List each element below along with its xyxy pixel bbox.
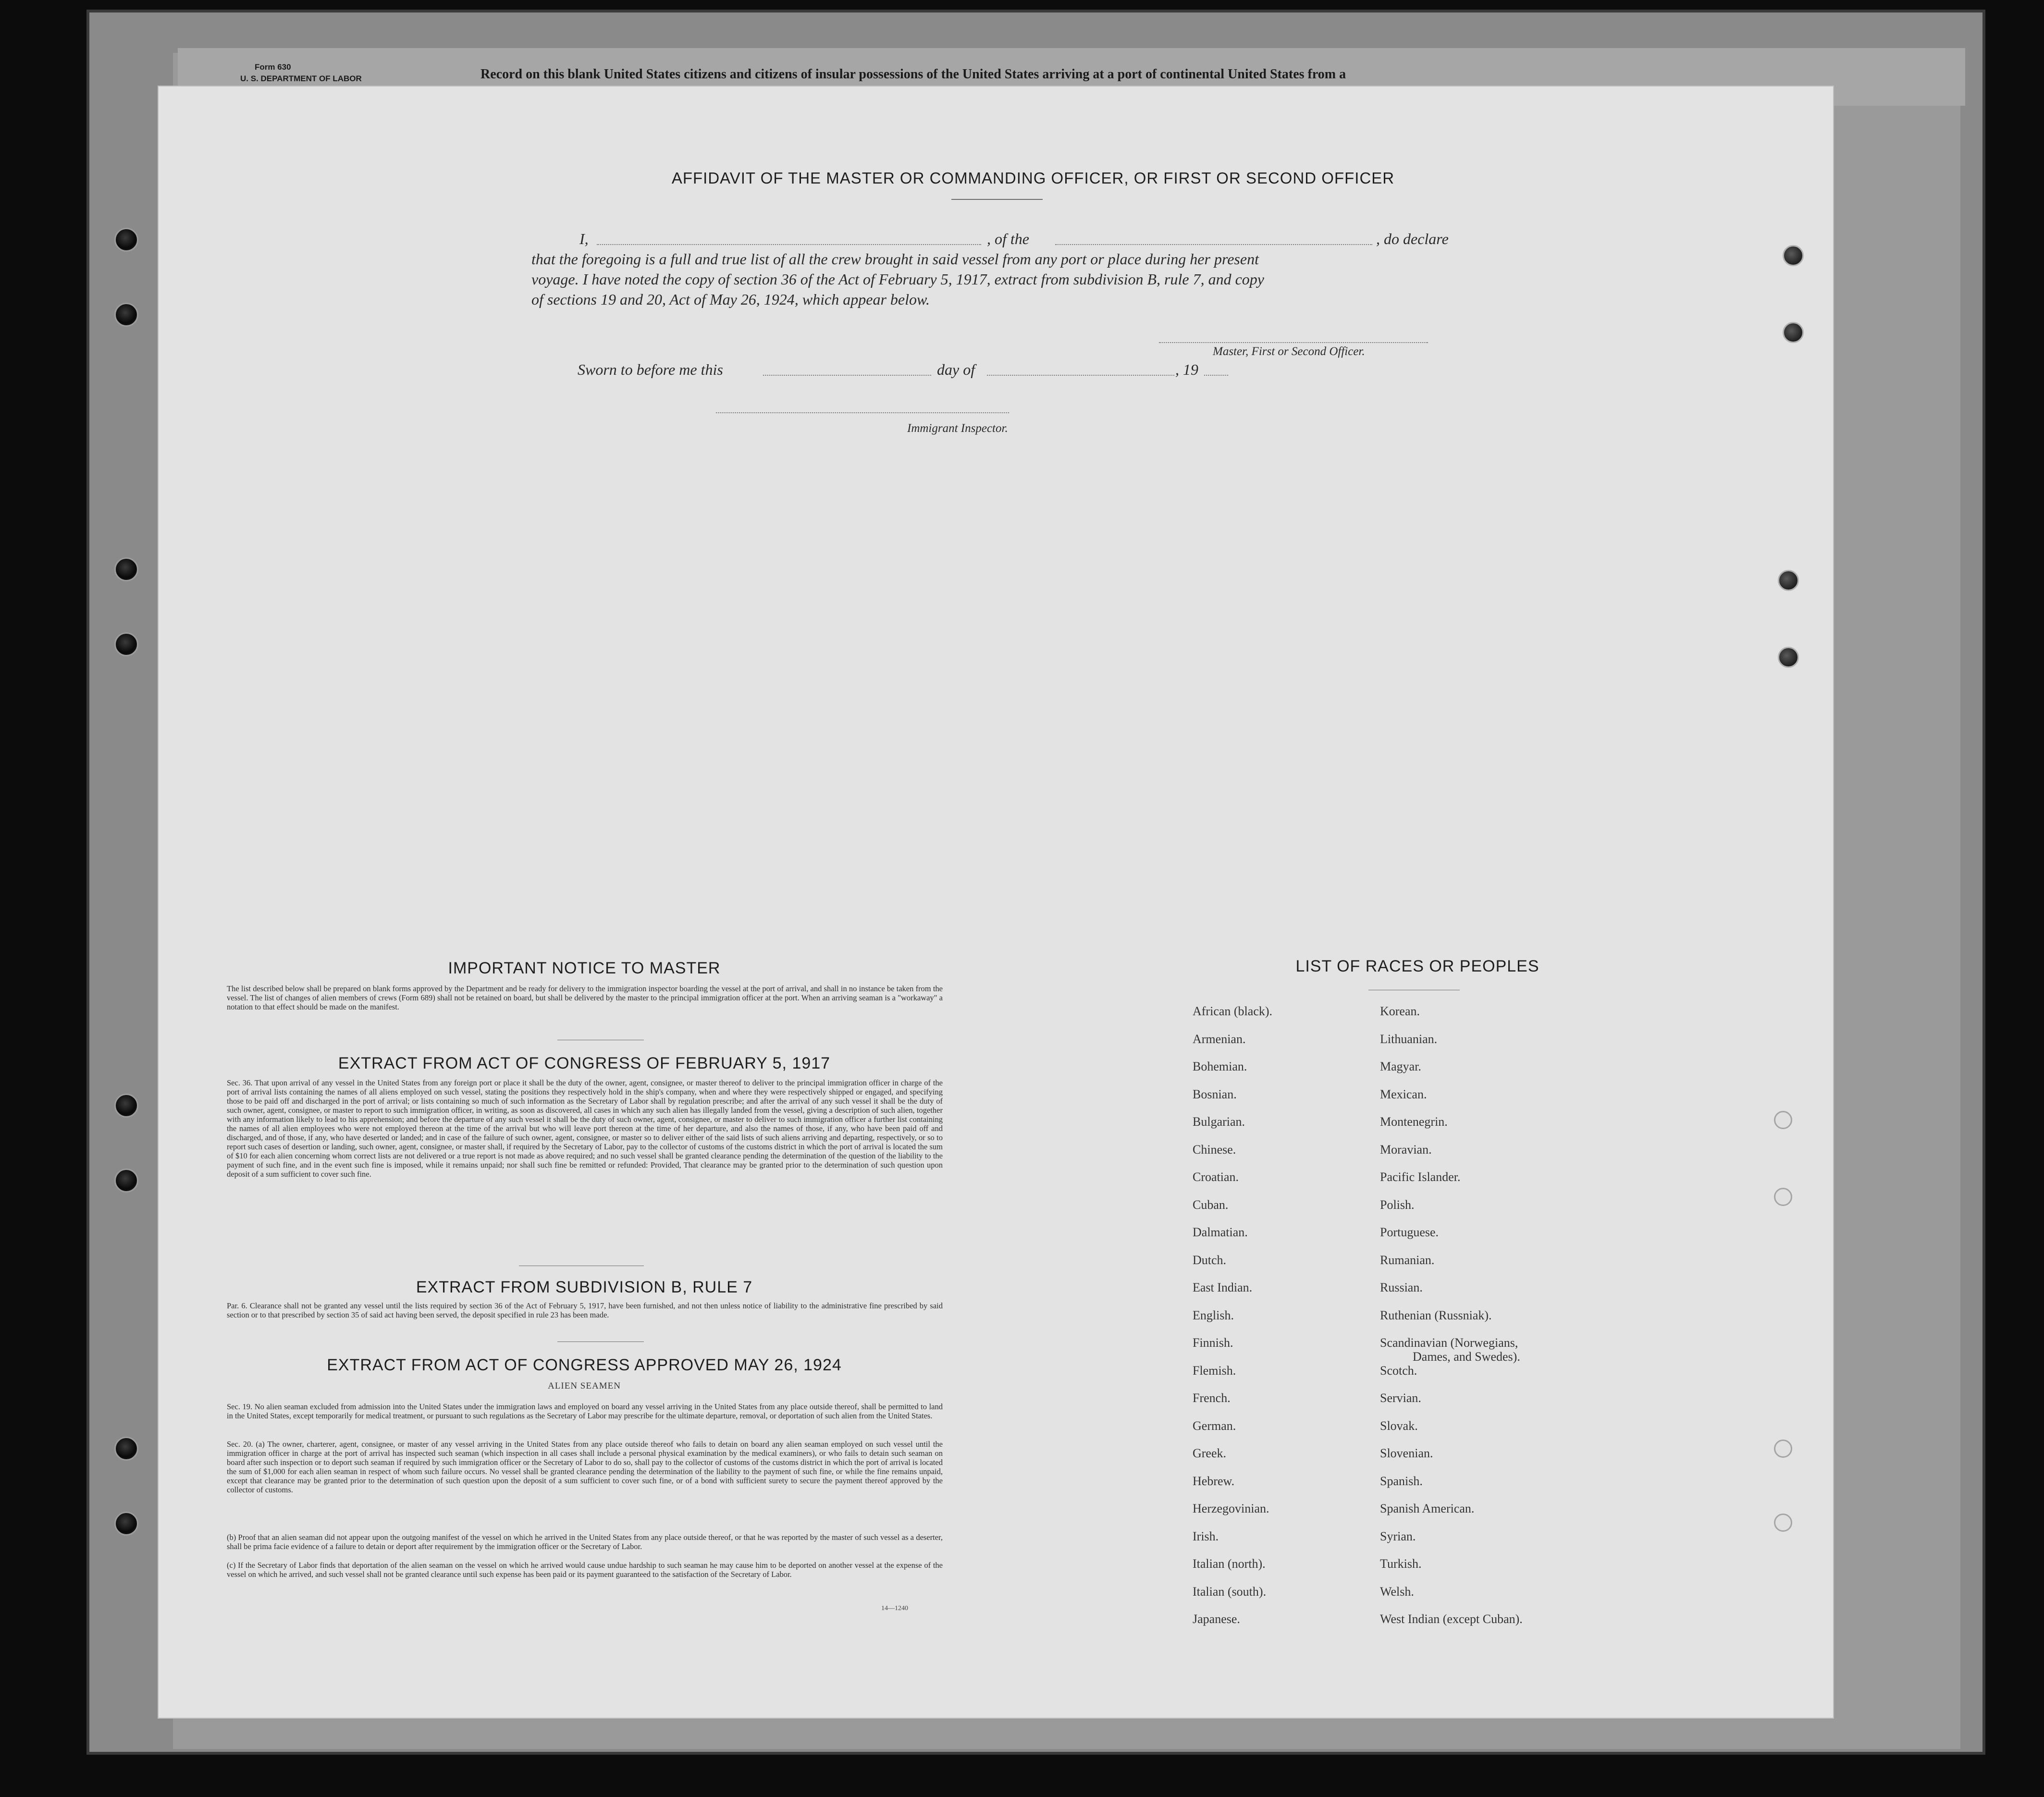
sec20c-body: (c) If the Secretary of Labor finds that deportation of the alien seaman on the vessel on which he arrived would cause undue hardship to such seaman he may cause him to be deported on another vessel at the expense of the vessel on which he arrived, and such vessel shall not be granted clearance until such expense has been paid or its payment guaranteed to the satisfaction of the Secretary of Labor. <box>227 1561 943 1579</box>
binder-hole <box>114 632 138 656</box>
race-item: Bosnian. <box>1193 1087 1237 1101</box>
race-item: Greek. <box>1193 1446 1227 1460</box>
races-title: LIST OF RACES OR PEOPLES <box>1295 957 1539 975</box>
sec19-body: Sec. 19. No alien seaman excluded from admission into the United States under the immigration laws and employed on board any vessel arriving in the United States from any place outside thereof, shall be permitted to land in the United States, except temporarily for medical treatment, or pursuant to such regulations as the Secretary of Labor may prescribe for the ultimate departure, removal, or deportation of such alien from the United States. <box>227 1402 943 1420</box>
binder-hole <box>114 557 138 581</box>
race-item: West Indian (except Cuban). <box>1380 1612 1523 1626</box>
binder-hole <box>1778 570 1799 591</box>
affidavit-line-2: that the foregoing is a full and true list of all the crew brought in said vessel from any port or place during her present <box>531 250 1259 268</box>
underlying-department: U. S. DEPARTMENT OF LABOR <box>240 74 362 83</box>
race-item: Slovenian. <box>1380 1446 1433 1460</box>
binder-hole <box>114 228 138 252</box>
race-item: Bohemian. <box>1193 1059 1247 1073</box>
race-item: Russian. <box>1380 1280 1423 1294</box>
race-item: Italian (north). <box>1193 1557 1266 1571</box>
sworn-month-blank[interactable] <box>987 375 1174 376</box>
vessel-blank[interactable] <box>1055 244 1372 245</box>
race-item: Lithuanian. <box>1380 1032 1438 1046</box>
race-item: Dutch. <box>1193 1253 1227 1267</box>
race-item: Chinese. <box>1193 1142 1236 1157</box>
binder-hole <box>1774 1188 1792 1206</box>
race-item: Mexican. <box>1380 1087 1427 1101</box>
binder-hole <box>1774 1514 1792 1532</box>
sec20b-body: (b) Proof that an alien seaman did not appear upon the outgoing manifest of the vessel on which he arrived in the United States from any place outside thereof, or that he was reported by the master of such vessel as a deserter, shall be prima facie evidence of a failure to detain or deport after requirement by the immigration officer or the Secretary of Labor. <box>227 1533 943 1551</box>
print-code: 14—1240 <box>881 1605 908 1612</box>
binder-hole <box>1783 245 1804 266</box>
race-item: Herzegovinian. <box>1193 1502 1269 1515</box>
race-item: Ruthenian (Russniak). <box>1380 1308 1492 1322</box>
race-item: Italian (south). <box>1193 1584 1267 1599</box>
race-item: Dames, and Swedes). <box>1413 1349 1520 1364</box>
race-item: Montenegrin. <box>1380 1115 1448 1129</box>
binder-hole <box>114 1512 138 1536</box>
sworn-label: Sworn to before me this <box>578 361 723 378</box>
underlying-form-header <box>240 62 362 85</box>
binder-hole <box>1774 1440 1792 1458</box>
race-item: Welsh. <box>1380 1584 1414 1599</box>
affidavit-line-4: of sections 19 and 20, Act of May 26, 1924, which appear below. <box>531 291 930 308</box>
race-item: Korean. <box>1380 1004 1420 1018</box>
affidavit-line-1 <box>579 229 1459 249</box>
extract-rule7-title: EXTRACT FROM SUBDIVISION B, RULE 7 <box>416 1278 753 1296</box>
race-item: Spanish. <box>1380 1474 1423 1488</box>
race-item: Japanese. <box>1193 1612 1240 1626</box>
affidavit-of-the: , of the <box>987 230 1029 247</box>
race-item: Slovak. <box>1380 1418 1418 1433</box>
binder-hole <box>114 1437 138 1461</box>
race-item: Croatian. <box>1193 1170 1239 1184</box>
extract-1924-title: EXTRACT FROM ACT OF CONGRESS APPROVED MAY 26, 1924 <box>327 1356 842 1374</box>
notice-title: IMPORTANT NOTICE TO MASTER <box>448 959 721 977</box>
race-item: Dalmatian. <box>1193 1225 1248 1239</box>
race-item: Polish. <box>1380 1197 1415 1212</box>
race-item: Portuguese. <box>1380 1225 1439 1239</box>
race-item: Finnish. <box>1193 1336 1233 1350</box>
sworn-day-blank[interactable] <box>763 375 931 376</box>
race-item: Pacific Islander. <box>1380 1170 1461 1184</box>
race-item: Servian. <box>1380 1391 1421 1405</box>
race-item: Bulgarian. <box>1193 1115 1245 1129</box>
name-blank[interactable] <box>597 244 981 245</box>
race-item: Flemish. <box>1193 1363 1236 1378</box>
race-item: English. <box>1193 1308 1234 1322</box>
race-item: Scotch. <box>1380 1363 1417 1378</box>
notice-body: The list described below shall be prepared on blank forms approved by the Department and be ready for delivery to the immigration inspector boarding the vessel at the port of arrival, and shall in no instance be taken from the vessel. The list of changes of alien members of crews (Form 689) shall not be retained on board, but shall be delivered by the master to the principal immigration officer at the port. When an arriving seaman is a "workaway" a notation to that effect should be made on the manifest. <box>227 984 943 1011</box>
binder-hole <box>114 303 138 327</box>
race-item: Syrian. <box>1380 1529 1416 1543</box>
race-item: East Indian. <box>1193 1280 1253 1294</box>
race-item: African (black). <box>1193 1004 1273 1018</box>
race-item: Scandinavian (Norwegians, <box>1380 1336 1518 1350</box>
race-item: Hebrew. <box>1193 1474 1235 1488</box>
binder-hole <box>1783 322 1804 343</box>
binder-hole <box>114 1169 138 1193</box>
race-item: Armenian. <box>1193 1032 1246 1046</box>
sworn-line <box>578 359 1250 380</box>
inspector-signature-line[interactable] <box>716 412 1009 413</box>
affidavit-i-label: I, <box>579 230 589 247</box>
race-item: Moravian. <box>1380 1142 1432 1157</box>
race-item: Spanish American. <box>1380 1502 1475 1515</box>
race-item: German. <box>1193 1418 1236 1433</box>
day-of-label: day of <box>937 361 975 378</box>
master-signature-caption: Master, First or Second Officer. <box>1213 345 1365 358</box>
race-item: French. <box>1193 1391 1231 1405</box>
races-right-column <box>1380 1004 1630 1640</box>
race-item: Rumanian. <box>1380 1253 1435 1267</box>
extract-rule7-body: Par. 6. Clearance shall not be granted any vessel until the lists required by section 36 of the Act of February 5, 1917, have been furnished, and not then unless notice of liability to the administrative fine prescribed by said section or to that prescribed by section 35 of said act having been served, the deposit specified in rule 23 has been made. <box>227 1301 943 1319</box>
race-item: Magyar. <box>1380 1059 1421 1073</box>
race-item: Turkish. <box>1380 1557 1422 1571</box>
extract-1917-body: Sec. 36. That upon arrival of any vessel in the United States from any foreign port or place it shall be the duty of the owner, agent, consignee, or master thereof to deliver to the principal immigration officer in charge of the port of arrival lists containing the names of all aliens employed on such vessel, stating the positions they respectively hold in the ship's company, when and where they were respectively shipped or engaged, and specifying those to be paid off and discharged in the port of arrival; or lists containing so much of such information as the Secretary of Labor shall by regulation prescribe; and after the arrival of any such vessel it shall be the duty of such owner, agent, consignee, or master to report to such immigration officer, in writing, as soon as discovered, all cases in which any such alien has illegally landed from the vessel, giving a description of such alien, together with any information likely to lead to his apprehension; and before the departure of any such vessel it shall be the duty of such owner, agent, consignee, or master to deliver to such immigration officer a further list containing the names of all alien employees who were not employed thereon at the time of the arrival but who will leave port thereon at the time of her departure, and also the names of those, if any, who have been paid off and discharged, and of those, if any, who have deserted or landed; and in case of the failure of such owner, agent, consignee, or master so to deliver either of the said lists of such aliens arriving and departing, respectively, or so to report such cases of desertion or landing, such owner, agent, consignee, or master shall, if required by the Secretary of Labor, pay to the collector of customs of the customs district in which the port of arrival is located the sum of $10 for each alien concerning whom correct lists are not delivered or a true report is not made as above required; and no such vessel shall be granted clearance pending the determination of the question of the liability to the payment of such fine, and in the event such fine is imposed, while it remains unpaid; nor shall such fine be remitted or refunded: Provided, That clearance may be granted prior to the determination of such question upon deposit of a sum sufficient to cover such fine. <box>227 1078 943 1179</box>
year-label: , 19 <box>1175 361 1198 378</box>
affidavit-do-declare: , do declare <box>1376 230 1449 247</box>
underlying-form-number: Form 630 <box>255 62 291 72</box>
affidavit-line-3: voyage. I have noted the copy of section 36 of the Act of February 5, 1917, extract from subdivision B, rule 7, and copy <box>531 271 1264 288</box>
sec20a-body: Sec. 20. (a) The owner, charterer, agent, consignee, or master of any vessel arriving in the United States from any place outside thereof who fails to detain on board any alien seaman employed on such vessel until the immigration officer in charge at the port of arrival has inspected such seaman (which inspection in all cases shall include a personal physical examination by the medical examiners), or who fails to detain such seaman on board after such inspection or to deport such seaman if required by such immigration officer or the Secretary of Labor to do so, shall pay to the collector of customs of the customs district in which the port of arrival is located the sum of $1,000 for each alien seaman in respect of whom such failure occurs. No vessel shall be granted clearance pending the determination of the liability to the payment of such fine, or while the fine remains unpaid, except that clearance may be granted prior to the determination of such question upon the deposit of a sum sufficient to cover such fine, or of a bond with sufficient surety to secure the payment thereof approved by the collector of customs. <box>227 1440 943 1494</box>
underlying-record-line: Record on this blank United States citizens and citizens of insular possessions of the United States arriving at a port of continental United States from a <box>480 67 1346 82</box>
race-item: Cuban. <box>1193 1197 1229 1212</box>
races-left-column <box>1193 1004 1375 1640</box>
master-signature-line[interactable] <box>1159 342 1428 343</box>
binder-hole <box>1774 1111 1792 1129</box>
title-divider <box>951 199 1043 200</box>
inspector-signature-caption: Immigrant Inspector. <box>907 422 1008 435</box>
race-item: Irish. <box>1193 1529 1219 1543</box>
binder-hole <box>1778 647 1799 668</box>
binder-hole <box>114 1094 138 1118</box>
sworn-year-blank[interactable] <box>1204 375 1228 376</box>
extract-1917-title: EXTRACT FROM ACT OF CONGRESS OF FEBRUARY 5, 1917 <box>338 1054 831 1072</box>
affidavit-title: AFFIDAVIT OF THE MASTER OR COMMANDING OFFICER, OR FIRST OR SECOND OFFICER <box>671 169 1395 187</box>
alien-seamen-subtitle: ALIEN SEAMEN <box>548 1381 621 1391</box>
